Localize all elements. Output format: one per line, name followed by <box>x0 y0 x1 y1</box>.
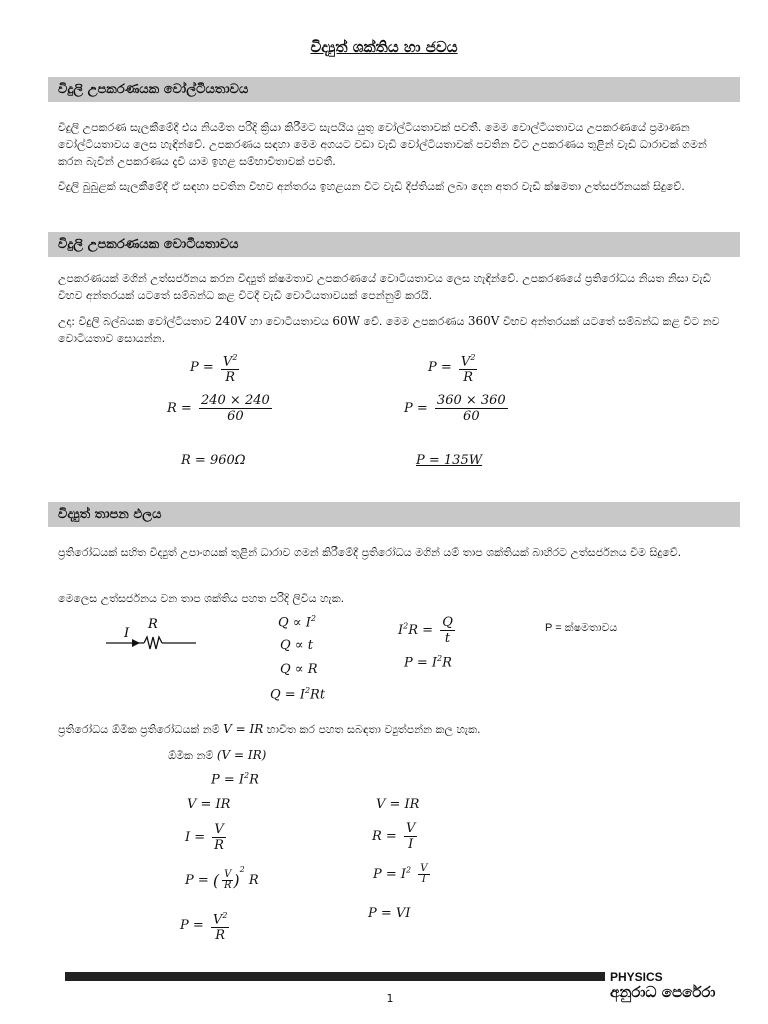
heat-equation: $Q = I^2Rt$ <box>270 686 326 703</box>
power-substitution: P = ( $\frac{V}{R}$ )$^2$ R <box>185 865 259 891</box>
section-heading-voltage: විදුලි උපකරණයක වෝල්ටීයතාවය <box>48 77 740 102</box>
ohmic-condition: ඕමික නම් (V = IR) <box>168 748 267 762</box>
resistance-label: R <box>148 617 158 632</box>
power-voltage-formula: P = $\frac{V^2}{R}$ <box>180 908 229 943</box>
paragraph: විදුලි උපකරණ සැලකීමේදී එය නියමිත පරිදි ක්‍රියා කිරීමට සැපයිය යුතු වෝල්ටීයතාවක් පවතී. මෙම වොල්ටීයතාවය උපකරණයේ ප්‍රමාණන වෝල්ටීයතාවය ලෙස හැඳින්වේ. උපකරණය සඳහා මෙම අගයට වඩා වැඩි වෝල්ටීයතාවක් පවතින විට උපකරණය තුළින් වැඩි ධාරාවක් ගමන් කරන බැවින් උපකරණය දැවී යාම ඉහළ සම්භාවිතාවක් පවතී. <box>58 121 707 168</box>
formula-power: P = $\frac{V^2}{R}$ <box>190 350 239 385</box>
page-title: විද්‍යුත් ශක්තිය හා ජවය <box>310 38 458 56</box>
resistor-circuit-diagram <box>100 612 200 656</box>
result-resistance: R = 960Ω <box>181 453 246 468</box>
formula-new-power: P = $\frac{360 \times 360}{60}$ <box>404 393 506 424</box>
section-heading-wattage: විදුලි උපකරණයක වොටීයතාවය <box>48 232 740 257</box>
power-current-formula: P = VI <box>368 906 411 921</box>
power-note: P = ක්ෂමතාවය <box>545 622 618 634</box>
power-equation: $P = I^2R$ <box>404 654 452 671</box>
power-equation: $P = I^2R$ <box>211 771 259 788</box>
paragraph: උපකරණයක් මගින් උත්සර්ජනය කරන විද්‍යුත් ක්ෂමතාව උපකරණයේ වොටීයතාවය ලෙස හැඳින්වේ. උපකරණයේ ප්‍රතිරෝධය නියත නිසා වැඩි විභව අන්තරයක් යටතේ සම්බන්ධ කළ විටදී වැඩි වොටීයතාවයක් පෙන්නුම් කරයි. <box>58 272 711 302</box>
formula-resistance: R = $\frac{240 \times 240}{60}$ <box>167 393 270 424</box>
example-paragraph: උදා: විදුලි බල්බයක වෝල්ටීයතාව 240V හා වොටීයතාවය 60W වේ. මෙම උපකරණය 360V විභව අන්තරයක් යටතේ සම්බන්ධ කළ විට නව වොටීයතාව සොයන්න. <box>58 314 720 345</box>
footer-subject: PHYSICS <box>610 970 663 984</box>
resistance-equation: R = $\frac{V}{I}$ <box>372 821 416 852</box>
paragraph: මෙලෙස උත්සර්ජනය වන තාප ශක්තිය පහත පරිදි ලිවිය හැක. <box>58 592 345 605</box>
power-substitution: $P = I^2$ $\frac{V}{I}$ <box>373 863 428 885</box>
formula-power: P = $\frac{V^2}{R}$ <box>428 350 477 385</box>
current-equation: I = $\frac{V}{R}$ <box>185 822 224 853</box>
paragraph: විදුලි බුබුළක් සැලකීමේදී ඒ සඳහා පවතින විභව අන්තරය ඉහළයන විට වැඩි දීප්තියක් ලබා දෙන අතර වැඩි ක්ෂමතා උත්සර්ජනයක් සිදුවේ. <box>58 180 685 193</box>
paragraph: ප්‍රතිරෝධයක් සහිත විද්‍යුත් උපාංගයක් තුළින් ධාරාව ගමන් කිරීමේදී ප්‍රතිරෝධය මගින් යම් තාප ශක්තියක් බාහිරට උත්සර්ජනය වීම සිදුවේ. <box>58 546 682 559</box>
ohmic-paragraph: ප්‍රතිරෝධය ඕමික ප්‍රතිරෝධයක් නම් V = IR භාවිත කර පහත සබඳතා ව්‍යුත්පන්න කල හැක. <box>58 722 481 736</box>
proportion: $Q \propto I^2$ <box>278 614 316 631</box>
section-heading-heating-effect: විද්‍යුත් තාපන ඵලය <box>48 502 740 527</box>
result-power: P = 135W <box>416 453 483 468</box>
footer-author: අනුරාධ පෙරේරා <box>610 983 716 1001</box>
footer-bar <box>65 972 605 981</box>
proportion: Q ∝ R <box>280 662 318 677</box>
proportion: Q ∝ t <box>280 638 313 653</box>
ohms-law: V = IR <box>187 797 231 812</box>
current-label: I <box>124 626 130 641</box>
ohms-law: V = IR <box>376 797 420 812</box>
page-number: 1 <box>386 992 394 1005</box>
power-derivation: $I^2R$ = $\frac{Q}{t}$ <box>398 615 453 646</box>
